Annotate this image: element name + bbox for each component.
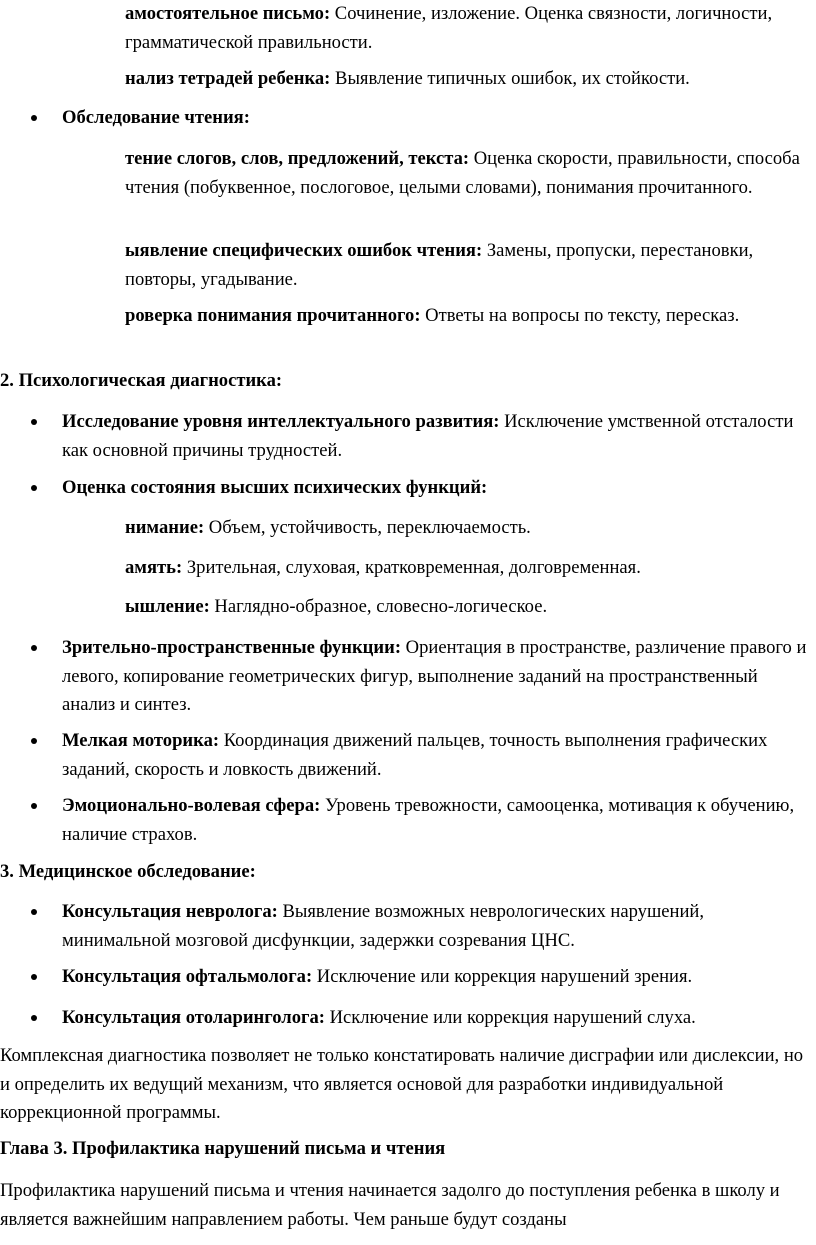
bullet-reading: Обследование чтения: [62,104,814,133]
reading-item-1: тение слогов, слов, предложений, текста: Оценка скорости, правильности, способа чтения (побуквенное, послоговое, целыми словами), понимания прочитанного. [125,148,800,198]
bullet-neurologist: Консультация невролога: Выявление возможных неврологических нарушений, минимальной мозговой дисфункции, задержки созревания ЦНС. [62,898,814,955]
bullet-motor: Мелкая моторика: Координация движений пальцев, точность выполнения графических заданий, скорость и ловкость движений. [62,727,814,784]
bullet-emotional: Эмоционально-волевая сфера: Уровень тревожности, самооценка, мотивация к обучению, наличие страхов. [62,792,814,849]
chapter-3-intro: Профилактика нарушений письма и чтения начинается задолго до поступления ребенка в школу и является важнейшим направлением работы. Чем раньше будут созданы [0,1180,780,1230]
bullet-icon [31,419,37,425]
bullet-ophthalmologist: Консультация офтальмолога: Исключение или коррекция нарушений зрения. [62,963,814,992]
section-heading-medical: 3. Медицинское обследование: [0,861,256,882]
bullet-icon [31,1015,37,1021]
bullet-icon [31,645,37,651]
section-heading-psych: 2. Психологическая диагностика: [0,370,283,391]
bullet-icon [31,803,37,809]
bullet-visuospatial: Зрительно-пространственные функции: Ориентация в пространстве, различение правого и левого, копирование геометрических фигур, выполнение заданий на пространственный анализ и синтез. [62,634,814,720]
bullet-icon [31,115,37,121]
reading-item-3: роверка понимания прочитанного: Ответы на вопросы по тексту, пересказ. [125,305,740,326]
bullet-icon [31,909,37,915]
function-thinking: ышление: Наглядно-образное, словесно-логическое. [125,596,548,617]
bullet-ent: Консультация отоларинголога: Исключение или коррекция нарушений слуха. [62,1004,814,1033]
bullet-icon [31,738,37,744]
bullet-icon [31,974,37,980]
bullet-icon [31,485,37,491]
conclusion-paragraph: Комплексная диагностика позволяет не только констатировать наличие дисграфии или дислексии, но и определить их ведущий механизм, что является основой для разработки индивидуальной коррекционной программы. [0,1045,804,1123]
bullet-functions: Оценка состояния высших психических функций: [62,474,814,503]
function-attention: нимание: Объем, устойчивость, переключаемость. [125,517,531,538]
writing-notebook: нализ тетрадей ребенка: Выявление типичных ошибок, их стойкости. [125,68,690,89]
function-memory: амять: Зрительная, слуховая, кратковременная, долговременная. [125,557,641,578]
reading-item-2: ыявление специфических ошибок чтения: Замены, пропуски, перестановки, повторы, угадывание. [125,240,754,290]
chapter-3-title: Глава 3. Профилактика нарушений письма и чтения [0,1138,446,1159]
bullet-intellect: Исследование уровня интеллектуального развития: Исключение умственной отсталости как основной причины трудностей. [62,408,814,465]
writing-independent: амостоятельное письмо: Сочинение, изложение. Оценка связности, логичности, грамматической правильности. [125,3,773,53]
